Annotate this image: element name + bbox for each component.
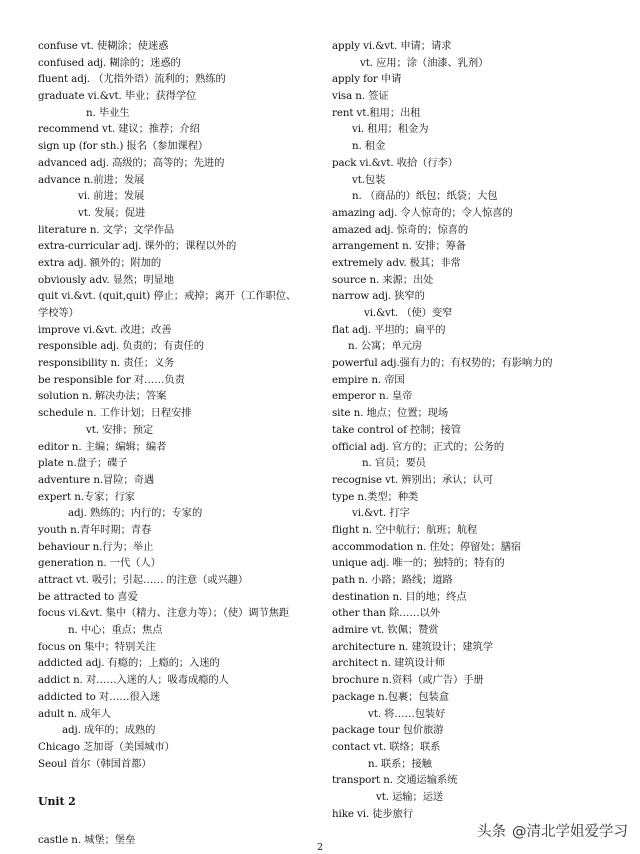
left-column [38,38,320,849]
vocab-entry: n. （商品的）纸包；纸袋；大包 [352,190,498,203]
vocab-entry: emperor n. 皇帝 [332,390,413,403]
vocab-entry: expert n.专家；行家 [38,490,135,503]
vocab-entry: vt. 发展；促进 [78,206,146,219]
vocab-entry: behaviour n.行为；举止 [38,540,154,553]
vocab-entry: be responsible for 对……负责 [38,373,185,386]
vocab-entry: Seoul 首尔（韩国首都） [38,757,152,770]
vocab-entry: advanced adj. 高级的；高等的；先进的 [38,156,225,169]
vocab-entry: literature n. 文学；文学作品 [38,223,175,236]
page-number: 2 [316,842,324,853]
vocab-entry: recognise vt. 辨别出；承认；认可 [332,473,494,486]
vocab-entry: architecture n. 建筑设计；建筑学 [332,640,493,653]
vocab-entry: extra-curricular adj. 课外的；课程以外的 [38,240,237,253]
vocab-entry: schedule n. 工作计划；日程安排 [38,407,192,420]
vocab-entry: site n. 地点；位置；现场 [332,407,449,420]
vocab-entry: improve vi.&vt. 改进；改善 [38,323,172,336]
vocab-entry: flat adj. 平坦的；扁平的 [332,323,446,336]
vocab-entry: transport n. 交通运输系统 [332,774,458,787]
vocab-entry: apply for 申请 [332,73,402,86]
vocab-entry: extremely adv. 极其；非常 [332,256,461,269]
vocab-entry: adventure n.冒险；奇遇 [38,473,155,486]
vocab-entry: vi.&vt. （使）变窄 [364,307,453,319]
vocab-entry: 学校等） [38,307,79,319]
vocab-entry: adj. 熟练的；内行的；专家的 [68,507,203,520]
vocab-entry: Chicago 芝加哥（美国城市） [38,740,175,753]
vocab-entry: path n. 小路；路线；道路 [332,574,453,586]
vocab-entry: vt. 应用；涂（油漆、乳剂） [360,56,489,69]
vocab-entry: vi.&vt. 打字 [352,507,410,520]
vocab-entry: accommodation n. 住处；停留处；膳宿 [332,540,522,553]
vocab-entry: editor n. 主编；编辑；编者 [38,440,167,453]
vocab-entry: solution n. 解决办法；答案 [38,390,167,403]
unit-heading: Unit 2 [38,795,76,809]
vocab-entry: vt. 安排；预定 [86,423,154,436]
vocab-entry: castle n. 城堡；堡垒 [38,834,136,847]
vocab-entry: n. 官员；要员 [362,457,426,470]
vocab-entry: n. 公寓；单元房 [348,340,423,353]
vocab-entry: type n.类型；种类 [332,490,419,503]
vocab-entry: recommend vt. 建议；推荐；介绍 [38,123,200,136]
vocab-entry: advance n.前进；发展 [38,173,145,186]
vocab-entry: brochure n.资料（或广告）手册 [332,674,484,687]
vocab-entry: focus vi.&vt. 集中（精力、注意力等）；（使）调节焦距 [38,607,290,620]
vocab-entry: n. 联系；接触 [368,757,432,770]
vocab-entry: n. 租金 [352,140,386,153]
vocab-entry: addict n. 对……入迷的人；吸毒成瘾的人 [38,674,229,687]
vocab-entry: vi. 前进；发展 [78,190,145,203]
vocab-entry: pack vi.&vt. 收拾（行李） [332,156,458,169]
vocab-entry: generation n. 一代（人） [38,557,161,570]
vocab-entry: fluent adj. （尤指外语）流利的；熟练的 [38,73,226,86]
right-column [332,38,622,822]
vocab-entry: amazing adj. 令人惊奇的；令人惊喜的 [332,206,513,219]
vocab-entry: source n. 来源；出处 [332,273,434,286]
vocab-entry: vt. 将……包装好 [368,707,446,720]
spacer [38,812,320,832]
vocab-entry: addicted adj. 有瘾的；上瘾的；入迷的 [38,657,220,670]
vocab-entry: package tour 包价旅游 [332,724,444,737]
watermark [477,820,628,841]
watermark-handle: @清北学姐爱学习 [512,824,628,840]
vocab-entry: responsible adj. 负责的；有责任的 [38,340,204,353]
vocab-entry: architect n. 建筑设计师 [332,657,446,670]
vocab-entry: rent vt.租用；出租 [332,106,421,119]
vocab-entry: vt. 运输；运送 [376,790,444,803]
vocab-entry: empire n. 帝国 [332,373,405,386]
vocab-entry: focus on 集中；特别关注 [38,640,156,653]
vocab-entry: sign up (for sth.) 报名（参加课程） [38,140,209,153]
vocab-entry: adj. 成年的；成熟的 [62,724,156,737]
spacer [38,772,320,792]
vocab-entry: narrow adj. 狭窄的 [332,290,425,303]
vocab-entry: confuse vt. 使糊涂；使迷惑 [38,40,169,52]
vocab-entry: package n.包裹；包装盒 [332,690,449,703]
vocab-entry: powerful adj.强有力的；有权势的；有影响力的 [332,357,553,370]
vocab-entry: graduate vi.&vt. 毕业；获得学位 [38,90,197,103]
watermark-prefix: 头条 [477,824,506,840]
vocab-entry: addicted to 对……很入迷 [38,690,161,703]
vocab-entry: quit vi.&vt. (quit,quit) 停止；戒掉；离开（工作职位、 [38,290,297,303]
vocab-entry: flight n. 空中航行；航班；航程 [332,523,478,536]
vocab-entry: adult n. 成年人 [38,707,111,720]
vocab-entry: plate n.盘子；碟子 [38,457,128,470]
vocab-entry: extra adj. 额外的；附加的 [38,256,162,269]
vocab-entry: youth n.青年时期；青春 [38,523,152,536]
vocab-entry: apply vi.&vt. 申请；请求 [332,40,452,52]
vocab-entry: hike vi. 徒步旅行 [332,807,414,820]
vocab-entry: confused adj. 糊涂的；迷惑的 [38,56,181,69]
vocab-entry: responsibility n. 责任；义务 [38,357,175,370]
vocab-entry: n. 中心；重点；焦点 [68,624,163,637]
vocab-entry: official adj. 官方的；正式的；公务的 [332,440,505,453]
vocab-entry: unique adj. 唯一的；独特的；特有的 [332,557,505,570]
vocab-entry: take control of 控制；接管 [332,423,461,436]
vocab-entry: admire vt. 钦佩；赞赏 [332,624,439,637]
vocab-entry: contact vt. 联络；联系 [332,740,441,753]
vocab-entry: amazed adj. 惊奇的；惊喜的 [332,223,469,236]
vocab-entry: destination n. 目的地；终点 [332,590,467,603]
vocab-entry: n. 毕业生 [86,106,130,119]
vocab-entry: be attracted to 喜爱 [38,590,138,603]
vocab-entry: other than 除……以外 [332,607,440,620]
vocab-entry: visa n. 签证 [332,90,389,103]
vocab-entry: vt.包装 [352,173,386,186]
vocab-entry: arrangement n. 安排；筹备 [332,240,467,253]
vocab-entry: obviously adv. 显然；明显地 [38,273,174,286]
vocab-entry: vi. 租用；租金为 [352,123,429,136]
vocab-entry: attract vt. 吸引；引起…… 的注意（或兴趣） [38,574,249,586]
